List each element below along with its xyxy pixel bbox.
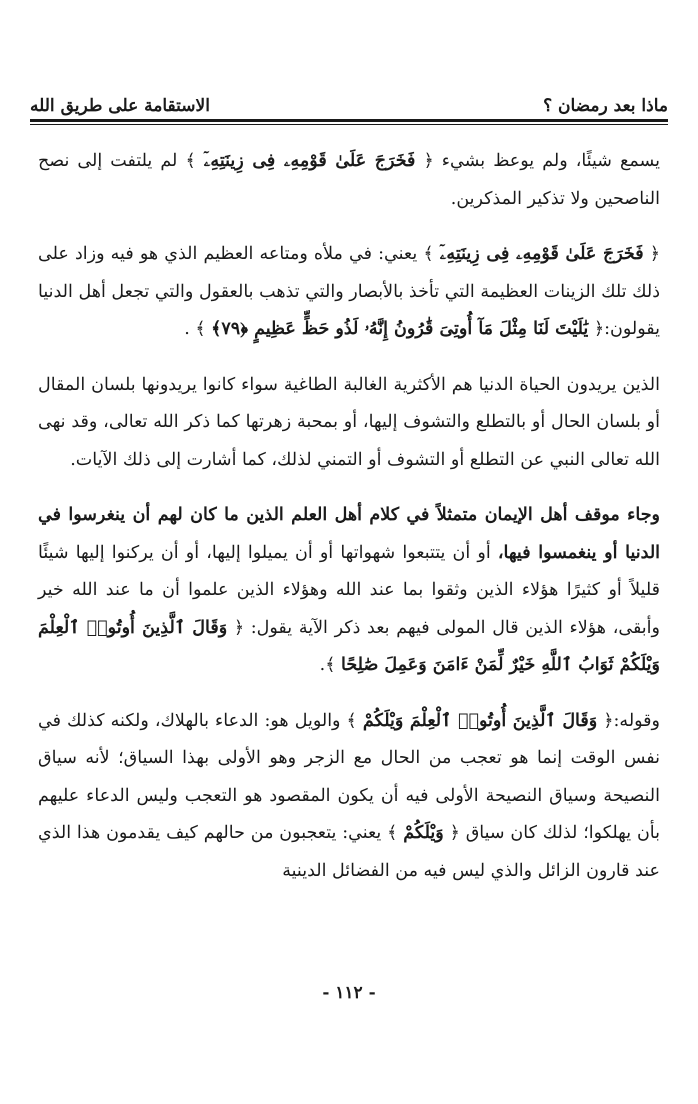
- quran-quote: وَقَالَ ٱلَّذِينَ أُوتُوا۟ ٱلْعِلْمَ وَيْلَكُمْ ثَوَابُ ٱللَّهِ خَيْرٌ لِّمَنْ ءَامَنَ وَعَمِلَ صَٰلِحًا: [38, 617, 660, 675]
- text-run: ﴾ والويل هو: الدعاء بالهلاك، ولكنه كذلك في نفس الوقت إنما هو تعجب من الحال مع الزجر وهو الأولى بهذا السياق؛ لأنه سياق النصيحة وسياق النصيحة الأولى فيه أن يكون المقصود هو التعجب وليس الدعاء عليهم بأن يهلكوا؛ لذلك كان سياق ﴿: [38, 710, 661, 843]
- text-run: ﴾.: [319, 655, 342, 675]
- text-run: ﴿: [643, 244, 660, 264]
- bold-lead: وجاء موقف أهل الإيمان متمثلاً في كلام أهل العلم الذين ما كان لهم أن ينغرسوا في الدنيا أو ينغمسوا فيها،: [38, 505, 661, 563]
- text-run: الذين يريدون الحياة الدنيا هم الأكثرية الغالبة الطاغية سواء كانوا يريدونها بلسان المقال أو بلسان الحال أو بالتطلع والتشوف إليها، أو بمحبة زهرتها كما ذكر الله تعالى، وقد نهى الله تعالى النبي عن التطلع أو التشوف أو التمني لذلك، كما أشارت إلى ذلك الآيات.: [38, 374, 660, 470]
- header-book-title: الاستقامة على طريق الله: [30, 96, 210, 116]
- text-run: ﴾ يعني: يتعجبون من حالهم كيف يقدمون هذا الذي عند قارون الزائل والذي ليس فيه من الفضائل الدينية: [38, 823, 660, 881]
- paragraph-4: [38, 497, 660, 685]
- paragraph-3: [38, 367, 660, 480]
- quran-quote: فَخَرَجَ عَلَىٰ قَوْمِهِۦ فِى زِينَتِهِۦٓ: [203, 151, 416, 171]
- text-run: ﴾ .: [184, 319, 212, 339]
- quran-quote: فَخَرَجَ عَلَىٰ قَوْمِهِۦ فِى زِينَتِهِۦٓ: [439, 244, 644, 264]
- quran-quote: وَيْلَكُمْ: [403, 823, 444, 843]
- quran-quote: وَقَالَ ٱلَّذِينَ أُوتُوا۟ ٱلْعِلْمَ وَيْلَكُمْ: [362, 710, 598, 731]
- text-run: ﴾ يعني: في ملأه ومتاعه العظيم الذي هو فيه وزاد على ذلك تلك الزينات العظيمة التي تأخذ بالأبصار والتي تذهب بالعقول والتي تجعل أهل الدنيا يقولون:﴿: [38, 244, 660, 339]
- text-run: يسمع شيئًا، ولم يوعظ بشيء ﴿: [415, 151, 660, 171]
- quran-quote: يَٰلَيْتَ لَنَا مِثْلَ مَآ أُوتِىَ قَٰرُونُ إِنَّهُۥ لَذُو حَظٍّ عَظِيمٍ ﴿٧٩﴾: [211, 319, 589, 339]
- text-run: ﴾ لم يلتفت إلى نصح الناصحين ولا تذكير المذكرين.: [38, 151, 660, 209]
- paragraph-1: [38, 143, 660, 218]
- running-header: [30, 80, 668, 116]
- page-body: [38, 143, 660, 890]
- text-run: أو أن يتتبعوا شهواتها أو أن يميلوا إليها، أو أن يركنوا إليها شيئًا قليلاً أو كثيرًا هؤلاء الذين وثقوا بما عند الله وهؤلاء الذين علموا أن ما عند الله خير وأبقى، هؤلاء الذين قال المولى فيهم بعد ذكر الآية يقول: ﴿: [38, 542, 660, 638]
- paragraph-2: [38, 236, 660, 349]
- paragraph-5: [38, 703, 660, 891]
- header-chapter-title: ماذا بعد رمضان ؟: [543, 96, 668, 116]
- text-run: وقوله:﴿: [597, 710, 661, 731]
- header-rule-thick: [30, 119, 668, 122]
- header-rule-thin: [30, 124, 668, 125]
- page-number: - ١١٢ -: [322, 983, 376, 1003]
